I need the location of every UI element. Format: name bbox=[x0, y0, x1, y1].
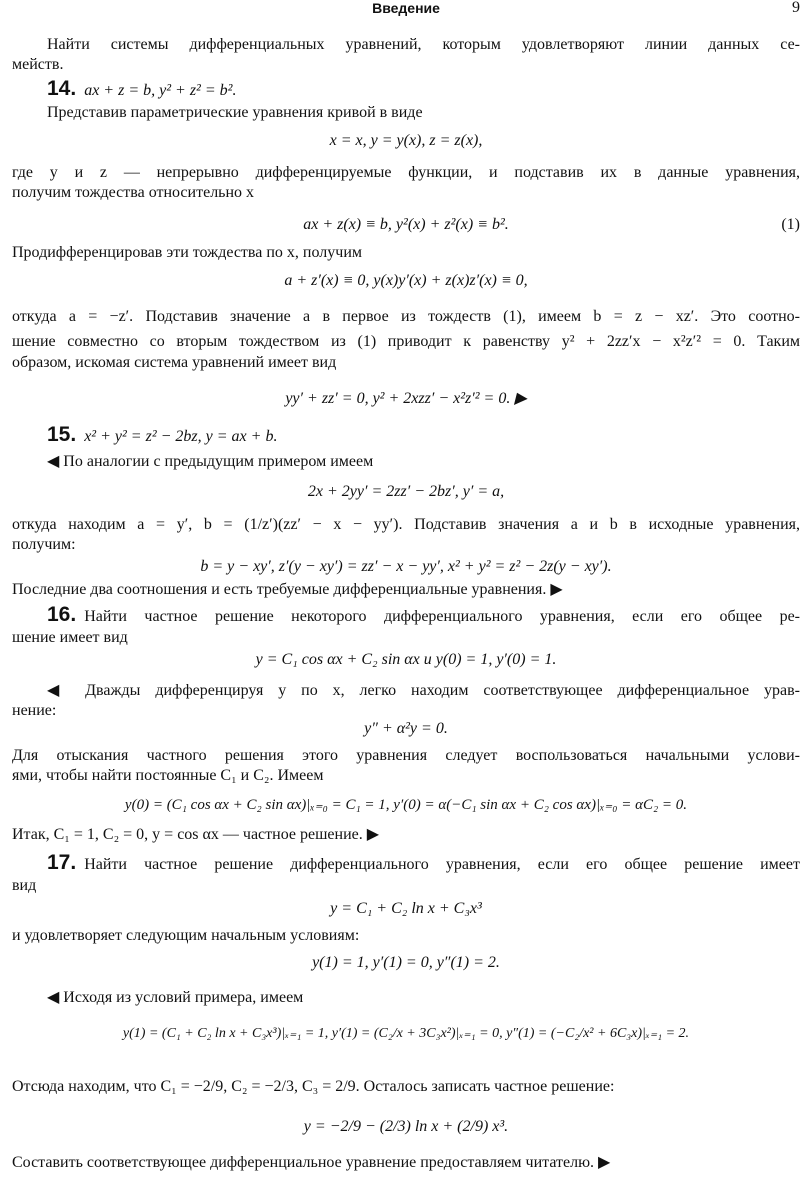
equation-number: (1) bbox=[781, 216, 800, 233]
text-line: ями, чтобы найти постоянные C₁ и C₂. Имеем bbox=[12, 767, 324, 784]
text-line: Последние два соотношения и есть требуемые дифференциальные уравнения. ▶ bbox=[12, 581, 563, 598]
equation: y(0) = (C₁ cos αx + C₂ sin αx)|ₓ₌₀ = C₁ = 1, y′(0) = α(−C₁ sin αx + C₂ cos αx)|ₓ₌₀ = αC₂ = 0. bbox=[124, 797, 688, 813]
text-line: шение совместно со вторым тождеством из (1) приводит к равенству y² + 2zz′x − x²z′² = 0. Таким bbox=[12, 333, 800, 350]
problem-17-heading bbox=[47, 853, 800, 875]
text-line: мейств. bbox=[12, 56, 64, 73]
equation: ax + z(x) ≡ b, y²(x) + z²(x) ≡ b². bbox=[303, 216, 509, 233]
text-line: Продифференцировав эти тождества по x, получим bbox=[12, 244, 362, 261]
equation: y = −2/9 − (2/3) ln x + (2/9) x³. bbox=[303, 1118, 509, 1135]
equation: x² + y² = z² − 2bz, y = ax + b. bbox=[84, 428, 278, 445]
text-line: ◀ По аналогии с предыдущим примером имеем bbox=[47, 453, 374, 470]
text-line: и удовлетворяет следующим начальным условиям: bbox=[12, 927, 360, 944]
text-line: получим: bbox=[12, 536, 76, 553]
text-line: ◀ Исходя из условий примера, имеем bbox=[47, 989, 304, 1006]
equation: y″ + α²y = 0. bbox=[364, 720, 448, 737]
text-line: ◀ Дважды дифференцируя y по x, легко находим соответствующее дифференциальное урав- bbox=[47, 682, 800, 699]
problem-number: 14. bbox=[47, 77, 77, 100]
equation: y(1) = (C₁ + C₂ ln x + C₃x³)|ₓ₌₁ = 1, y′(1) = (C₂/x + 3C₃x²)|ₓ₌₁ = 0, y″(1) = (−C₂/x² + 6C₃x)|ₓ₌₁ = 2. bbox=[122, 1026, 690, 1041]
equation: yy′ + zz′ = 0, y² + 2xzz′ − x²z′² = 0. ▶ bbox=[285, 390, 527, 407]
equation: x = x, y = y(x), z = z(x), bbox=[329, 132, 483, 149]
equation: y(1) = 1, y′(1) = 0, y″(1) = 2. bbox=[312, 954, 500, 971]
text-line: Представив параметрические уравнения кривой в виде bbox=[47, 104, 423, 121]
text-line: получим тождества относительно x bbox=[12, 184, 255, 201]
text-line: где y и z — непрерывно дифференцируемые функции, и подставив их в данные уравнения, bbox=[12, 164, 800, 181]
running-header bbox=[0, 0, 812, 18]
text-line: образом, искомая система уравнений имеет вид bbox=[12, 354, 337, 371]
problem-14-heading bbox=[47, 79, 800, 101]
equation: y = C₁ + C₂ ln x + C₃x³ bbox=[330, 900, 482, 917]
text-line: Для отыскания частного решения этого уравнения следует воспользоваться начальными услови- bbox=[12, 747, 800, 764]
equation: b = y − xy′, z′(y − xy′) = zz′ − x − yy′, x² + y² = z² − 2z(y − xy′). bbox=[200, 558, 612, 575]
text-line: Итак, C₁ = 1, C₂ = 0, y = cos αx — частное решение. ▶ bbox=[12, 826, 380, 843]
text-line: откуда a = −z′. Подставив значение a в первое из тождеств (1), имеем b = z − xz′. Это соотно- bbox=[12, 308, 800, 325]
problem-number: 17. bbox=[47, 851, 77, 874]
problem-15-heading bbox=[47, 425, 800, 447]
problem-number: 16. bbox=[47, 603, 77, 626]
text-line: вид bbox=[12, 877, 37, 894]
text-line: Составить соответствующее дифференциальное уравнение предоставляем читателю. ▶ bbox=[12, 1154, 611, 1171]
text-line: Отсюда находим, что C₁ = −2/9, C₂ = −2/3, C₃ = 2/9. Осталось записать частное решение: bbox=[12, 1078, 615, 1095]
equation: ax + z = b, y² + z² = b². bbox=[84, 82, 237, 99]
text-line: откуда находим a = y′, b = (1/z′)(zz′ − x − yy′). Подставив значения a и b в исходные уравнения, bbox=[12, 516, 800, 533]
problem-number: 15. bbox=[47, 423, 77, 446]
problem-text: Найти частное решение некоторого дифференциального уравнения, если его общее ре- bbox=[84, 608, 800, 625]
equation: 2x + 2yy′ = 2zz′ − 2bz′, y′ = a, bbox=[307, 483, 505, 500]
page-number: 9 bbox=[792, 0, 800, 16]
equation: a + z′(x) ≡ 0, y(x)y′(x) + z(x)z′(x) ≡ 0, bbox=[284, 272, 528, 289]
problem-text: Найти частное решение дифференциального уравнения, если его общее решение имеет bbox=[84, 856, 800, 873]
problem-16-heading bbox=[47, 605, 800, 627]
text-line: нение: bbox=[12, 702, 57, 719]
text-line: шение имеет вид bbox=[12, 629, 128, 646]
equation: y = C₁ cos αx + C₂ sin αx и y(0) = 1, y′(0) = 1. bbox=[255, 651, 557, 668]
chapter-title: Введение bbox=[372, 0, 440, 16]
text-line: Найти системы дифференциальных уравнений, которым удовлетворяют линии данных се- bbox=[47, 36, 800, 53]
